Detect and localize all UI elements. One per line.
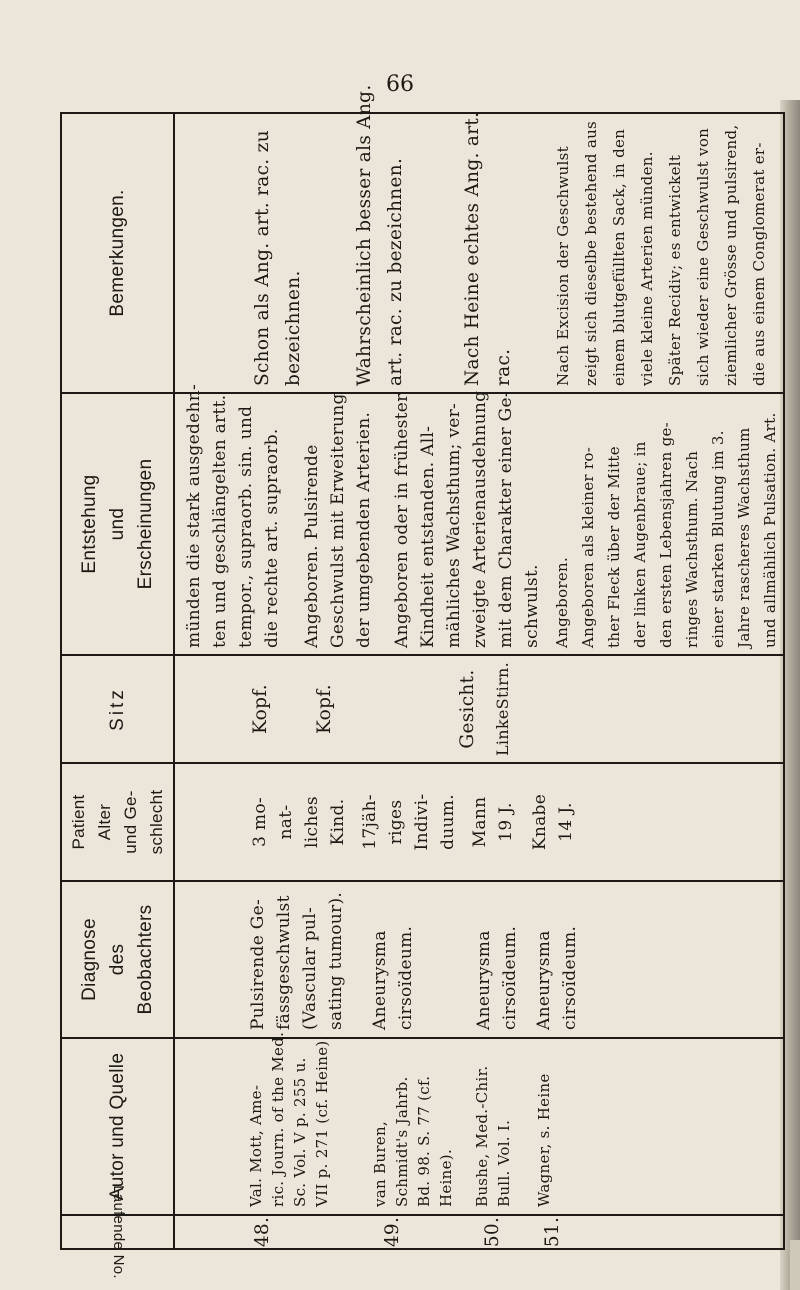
rule-right xyxy=(783,112,785,1250)
row-51-diagnose: Aneurysma cirsoïdeum. xyxy=(534,925,580,1030)
row-49-diagnose: Aneurysma cirsoïdeum. xyxy=(370,925,416,1030)
header-diagnose: Diagnose des Beobachters xyxy=(79,904,156,1015)
header-autor: Autor und Quelle xyxy=(107,1052,128,1201)
row-49-patient: 17jäh- riges Indivi- duum. xyxy=(360,793,458,851)
header-entstehung: Entstehung und Erscheinungen xyxy=(79,458,156,590)
row-50-no: 50. xyxy=(481,1216,503,1248)
header-laufende-no: Laufende No. xyxy=(110,1185,127,1279)
row-48-entstehung: münden die stark ausgedehn- ten und geschlängelten artt. tempor., supraorb. sin. und die rechte art. supraorb. xyxy=(184,383,282,648)
row-48-diagnose: Pulsirende Ge- fässgeschwulst (Vascular pul- sating tumour). xyxy=(248,891,346,1030)
row-50-bemerkungen: Nach Heine echtes Ang. art. rac. xyxy=(462,111,514,386)
row-49-autor: van Buren, Schmidt's Jahrb. Bd. 98. S. 77 (cf. Heine). xyxy=(371,1075,455,1207)
row-48-bemerkungen: Schon als Ang. art. rac. zu bezeichnen. xyxy=(252,130,304,386)
row-48-no: 48. xyxy=(251,1216,273,1248)
header-sitz: Sitz xyxy=(107,687,128,731)
rule-left xyxy=(60,112,62,1250)
row-50-autor: Bushe, Med.-Chir. Bull. Vol. I. xyxy=(473,1065,513,1207)
row-49-bemerkungen: Wahrscheinlich besser als Ang. art. rac. zu bezeichnen. xyxy=(354,84,406,386)
row-51-entstehung: Angeboren. Angeboren als kleiner ro- ther Fleck über der Mitte der linken Augenbraue; in den ersten Lebensjahren ge- ringes Wachsthum. Nach einer starken Blutung im 3. Jahre rascheres Wachsthum und allmählich Pulsation. Art. xyxy=(553,412,779,648)
rule-header-column xyxy=(173,112,175,1250)
row-51-bemerkungen: Nach Excision der Geschwulst zeigt sich dieselbe bestehend aus einem blutgefüllten Sack, in den viele kleine Arterien münden. Später Recidiv; es entwickelt sich wieder eine Geschwulst von ziemlicher Grösse und pulsirend, die aus einem Conglomerat er- xyxy=(554,120,768,386)
row-49-sitz: Kopf. xyxy=(314,684,335,734)
row-50-patient: Mann 19 J. xyxy=(470,796,516,848)
row-51-no: 51. xyxy=(541,1216,563,1248)
row-51-sitz: LinkeStirn. xyxy=(493,661,512,757)
row-50-entstehung: Angeboren oder in frühester Kindheit entstanden. All- mähliches Wachsthum; ver- zweigte Arterienausdehnung mit dem Charakter einer Ge- schwulst. xyxy=(392,390,542,648)
row-51-autor: Wagner, s. Heine xyxy=(535,1073,553,1207)
page-number: 66 xyxy=(386,72,414,97)
row-48-autor: Val. Mott, Ame- ric. Journ. of the Med. Sc. Vol. V p. 255 u. VII p. 271 (cf. Heine). xyxy=(247,1031,331,1207)
row-49-entstehung: Angeboren. Pulsirende Geschwulst mit Erweiterung der umgebenden Arterien. xyxy=(302,393,374,648)
header-patient: Patient Alter und Ge- schlecht xyxy=(69,789,166,855)
row-50-diagnose: Aneurysma cirsoïdeum. xyxy=(474,925,520,1030)
row-50-sitz: Gesicht. xyxy=(457,669,478,749)
header-bemerkungen: Bemerkungen. xyxy=(107,189,128,317)
row-51-patient: Knabe 14 J. xyxy=(530,793,576,851)
row-49-no: 49. xyxy=(381,1216,403,1248)
row-48-sitz: Kopf. xyxy=(250,684,271,734)
rule-bottom xyxy=(60,1248,785,1250)
row-48-patient: 3 mo- nat- liches Kind. xyxy=(250,796,348,848)
